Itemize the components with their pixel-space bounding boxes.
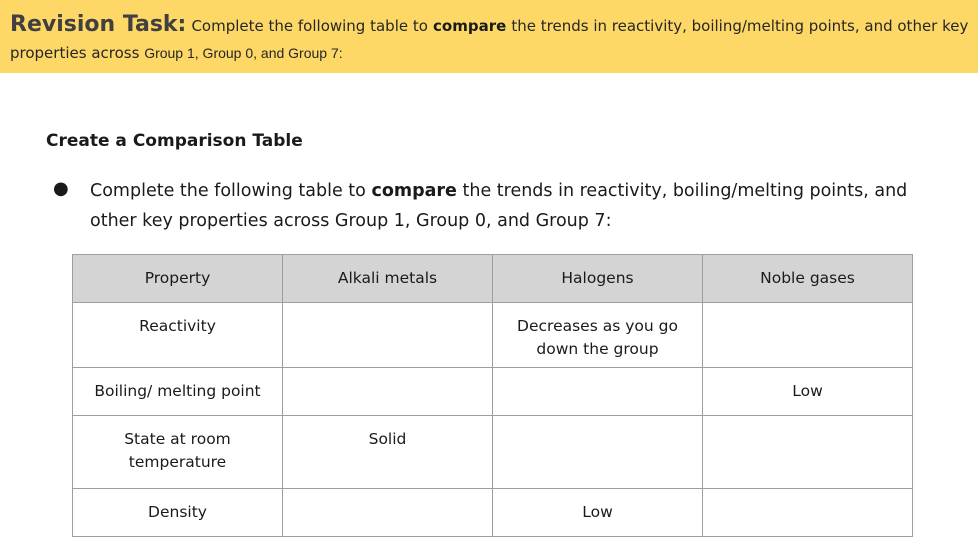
banner-line2-text: properties across <box>10 44 140 62</box>
cell-alkali-metals[interactable] <box>283 489 493 537</box>
header-halogens: Halogens <box>493 255 703 303</box>
cell-property: State at room temperature <box>73 416 283 489</box>
header-alkali-metals: Alkali metals <box>283 255 493 303</box>
cell-halogens[interactable] <box>493 416 703 489</box>
bullet-point-icon: ● <box>53 178 69 199</box>
header-property: Property <box>73 255 283 303</box>
cell-noble-gases[interactable] <box>703 489 913 537</box>
table-row <box>73 303 913 368</box>
cell-alkali-metals[interactable]: Solid <box>283 416 493 489</box>
banner-text-after: the trends in reactivity, boiling/melting points, and other key <box>511 17 969 35</box>
comparison-table <box>72 254 913 537</box>
cell-noble-gases[interactable] <box>703 303 913 368</box>
section-heading: Create a Comparison Table <box>46 131 303 151</box>
table-header-row <box>73 255 913 303</box>
banner-line-2 <box>10 41 968 65</box>
cell-halogens[interactable] <box>493 368 703 416</box>
cell-property: Density <box>73 489 283 537</box>
banner-bold-word: compare <box>433 17 507 35</box>
bullet-bold-word: compare <box>371 181 457 201</box>
cell-property: Reactivity <box>73 303 283 368</box>
bullet-text-after: the trends in reactivity, boiling/melting points, and other key properties across Group 1, Group 0, and Group 7: <box>90 181 908 231</box>
banner-title: Revision Task: <box>10 12 187 37</box>
table-row <box>73 416 913 489</box>
bullet-instruction <box>90 176 930 236</box>
bullet-text-before: Complete the following table to <box>90 181 366 201</box>
banner-text-before: Complete the following table to <box>191 17 428 35</box>
cell-alkali-metals[interactable] <box>283 303 493 368</box>
cell-halogens[interactable]: Decreases as you go down the group <box>493 303 703 368</box>
cell-alkali-metals[interactable] <box>283 368 493 416</box>
table-row <box>73 368 913 416</box>
banner-line2-small: Group 1, Group 0, and Group 7: <box>144 45 343 61</box>
table-row <box>73 489 913 537</box>
cell-property: Boiling/ melting point <box>73 368 283 416</box>
banner-line-1 <box>10 10 968 41</box>
cell-halogens[interactable]: Low <box>493 489 703 537</box>
revision-task-banner <box>0 0 978 73</box>
cell-noble-gases[interactable] <box>703 416 913 489</box>
cell-noble-gases[interactable]: Low <box>703 368 913 416</box>
header-noble-gases: Noble gases <box>703 255 913 303</box>
